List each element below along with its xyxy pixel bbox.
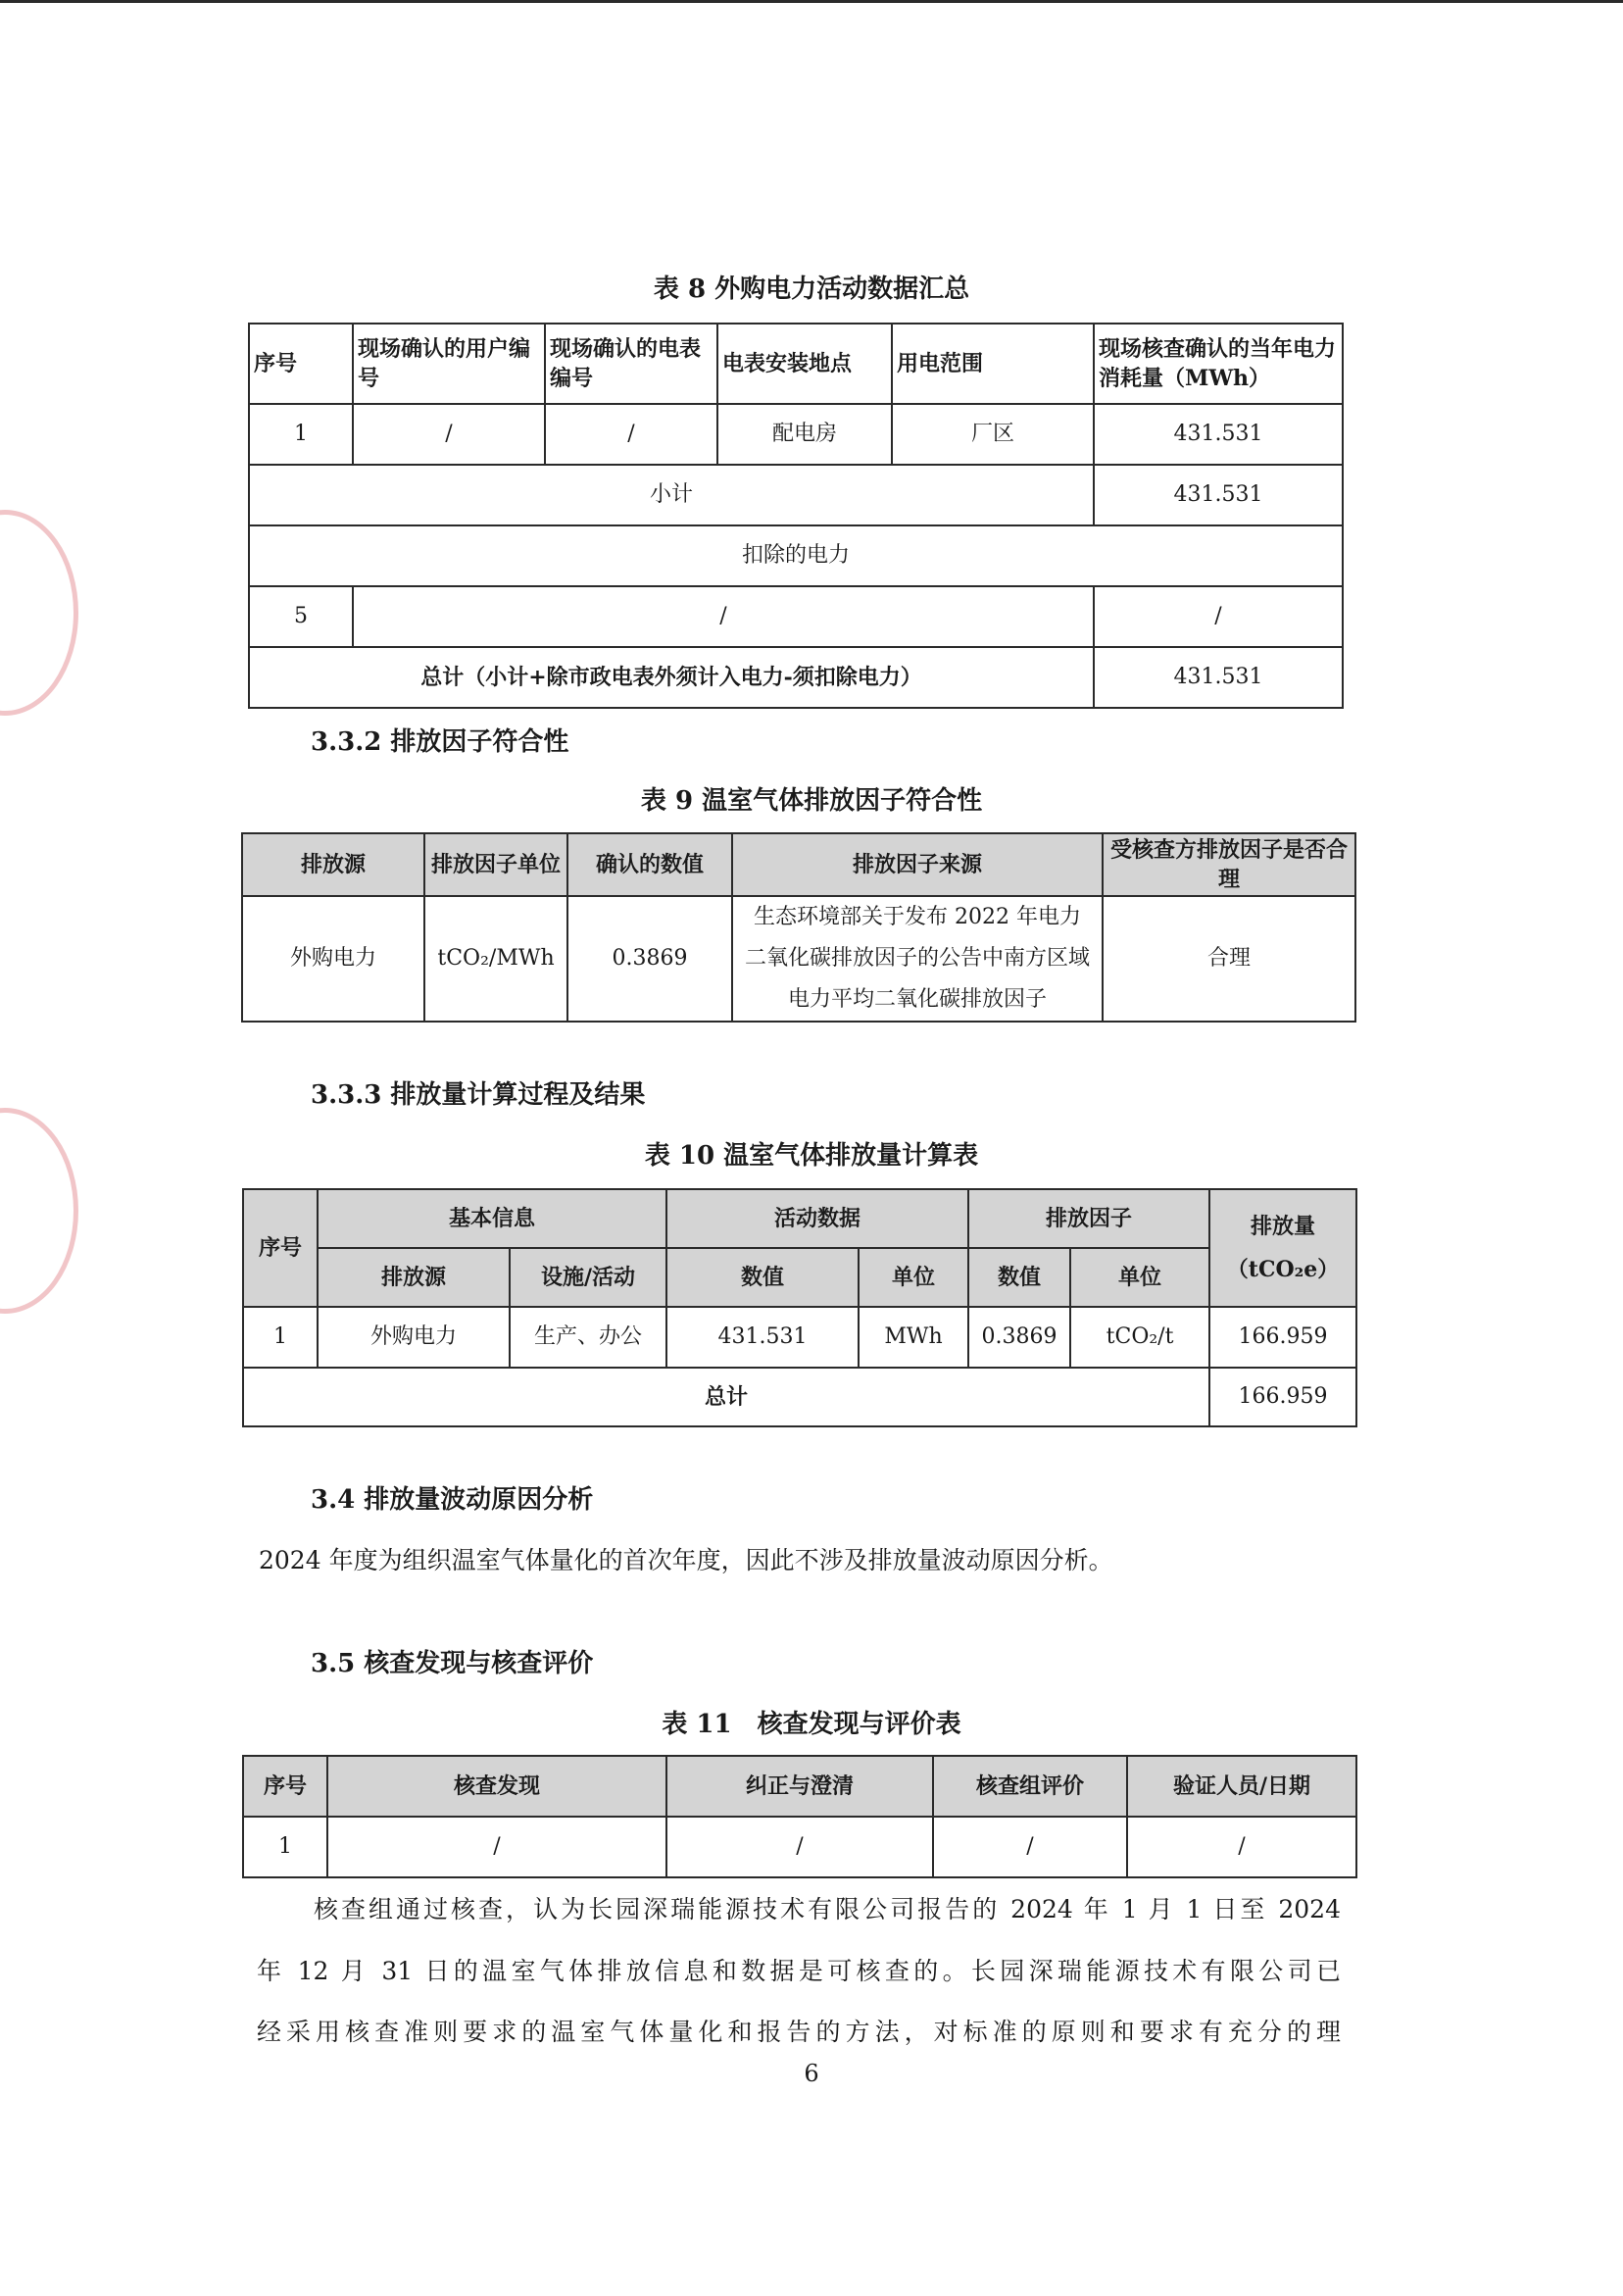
table10-header-basic: 基本信息: [318, 1189, 666, 1248]
table10-subheader: 数值: [666, 1248, 859, 1307]
table8-deduct-label: 扣除的电力: [249, 525, 1343, 586]
section-3-5-heading: 3.5 核查发现与核查评价: [311, 1649, 594, 1678]
table10-group-header-row: [243, 1189, 1356, 1248]
table8-total-value: 431.531: [1094, 647, 1343, 708]
table9-header-unit: 排放因子单位: [424, 833, 567, 896]
table8-header-row: [249, 324, 1343, 404]
table9-header-reasonable: 受核查方排放因子是否合理: [1103, 833, 1355, 896]
table11-caption: 表 11 核查发现与评价表: [662, 1710, 961, 1739]
table11-header: 序号: [243, 1756, 327, 1817]
table9-cell-reasonable: 合理: [1103, 896, 1355, 1022]
table8-cell: 5: [249, 586, 353, 647]
table8-cell: /: [353, 586, 1094, 647]
table8-subtotal-value: 431.531: [1094, 465, 1343, 525]
table11-cell: 1: [243, 1817, 327, 1877]
table10-cell: 431.531: [666, 1307, 859, 1368]
table-row: [243, 1817, 1356, 1877]
table10-total-row: [243, 1368, 1356, 1426]
conclusion-line-1: 核查组通过核查，认为长园深瑞能源技术有限公司报告的 2024 年 1 月 1 日至 2024: [314, 1895, 1341, 1923]
table10-total-label: 总计: [243, 1368, 1209, 1426]
table9-header-row: [242, 833, 1355, 896]
red-seal-stamp-upper: [0, 510, 78, 716]
table10-total-value: 166.959: [1209, 1368, 1356, 1426]
table-row: [249, 586, 1343, 647]
table8-header-meter-id: 现场确认的电表编号: [545, 324, 717, 404]
table11-header: 核查发现: [327, 1756, 666, 1817]
table11-findings-evaluation: [242, 1755, 1357, 1878]
table9-header-value: 确认的数值: [567, 833, 732, 896]
table8-cell: 1: [249, 404, 353, 465]
section-3-3-3-heading: 3.3.3 排放量计算过程及结果: [311, 1080, 646, 1110]
table10-cell: 0.3869: [968, 1307, 1070, 1368]
page-number: 6: [804, 2060, 819, 2087]
section-3-4-heading: 3.4 排放量波动原因分析: [311, 1485, 594, 1515]
table8-cell: 431.531: [1094, 404, 1343, 465]
table11-header: 纠正与澄清: [666, 1756, 933, 1817]
table8-header-seq: 序号: [249, 324, 353, 404]
table11-header: 核查组评价: [933, 1756, 1127, 1817]
table11-header: 验证人员/日期: [1127, 1756, 1356, 1817]
table9-header-origin: 排放因子来源: [732, 833, 1103, 896]
table9-cell-origin: 生态环境部关于发布 2022 年电力二氧化碳排放因子的公告中南方区域电力平均二氧化碳排放因子: [732, 896, 1103, 1022]
table9-caption: 表 9 温室气体排放因子符合性: [640, 786, 983, 816]
table8-cell: 配电房: [717, 404, 892, 465]
table8-total-row: [249, 647, 1343, 708]
table9-emission-factor: [241, 832, 1356, 1023]
table10-subheader: 排放源: [318, 1248, 510, 1307]
table8-deduct-row: [249, 525, 1343, 586]
table10-cell: 生产、办公: [510, 1307, 666, 1368]
conclusion-line-2: 年 12 月 31 日的温室气体排放信息和数据是可核查的。长园深瑞能源技术有限公司已: [257, 1957, 1341, 1985]
table8-cell: /: [545, 404, 717, 465]
section-3-3-2-heading: 3.3.2 排放因子符合性: [311, 727, 569, 757]
table-row: [249, 404, 1343, 465]
table10-emission-calculation: [242, 1188, 1357, 1427]
table8-subtotal-label: 小计: [249, 465, 1094, 525]
table8-subtotal-row: [249, 465, 1343, 525]
table8-header-usage-scope: 用电范围: [892, 324, 1094, 404]
table11-cell: /: [327, 1817, 666, 1877]
table8-cell: 厂区: [892, 404, 1094, 465]
table8-caption: 表 8 外购电力活动数据汇总: [653, 275, 970, 304]
table10-sub-header-row: [243, 1248, 1356, 1307]
table9-cell-source: 外购电力: [242, 896, 424, 1022]
table10-header-activity: 活动数据: [666, 1189, 968, 1248]
table8-header-consumption: 现场核查确认的当年电力消耗量（MWh）: [1094, 324, 1343, 404]
table8-cell: /: [1094, 586, 1343, 647]
table10-cell: 外购电力: [318, 1307, 510, 1368]
table10-subheader: 单位: [1070, 1248, 1209, 1307]
table10-subheader: 数值: [968, 1248, 1070, 1307]
section-3-4-text: 2024 年度为组织温室气体量化的首次年度，因此不涉及排放量波动原因分析。: [259, 1546, 1113, 1574]
table-row: [242, 896, 1355, 1022]
table11-cell: /: [1127, 1817, 1356, 1877]
table8-cell: /: [353, 404, 545, 465]
table8-total-label: 总计（小计+除市政电表外须计入电力-须扣除电力）: [249, 647, 1094, 708]
table10-subheader: 设施/活动: [510, 1248, 666, 1307]
table8-header-user-id: 现场确认的用户编号: [353, 324, 545, 404]
table10-cell: 166.959: [1209, 1307, 1356, 1368]
table9-cell-value: 0.3869: [567, 896, 732, 1022]
table-row: [243, 1307, 1356, 1368]
table9-cell-unit: tCO₂/MWh: [424, 896, 567, 1022]
scan-top-border: [0, 0, 1623, 3]
table11-header-row: [243, 1756, 1356, 1817]
table11-cell: /: [933, 1817, 1127, 1877]
table10-cell: tCO₂/t: [1070, 1307, 1209, 1368]
conclusion-line-3: 经采用核查准则要求的温室气体量化和报告的方法，对标准的原则和要求有充分的理: [257, 2018, 1341, 2046]
table9-header-source: 排放源: [242, 833, 424, 896]
table11-cell: /: [666, 1817, 933, 1877]
table10-header-emission: 排放量（tCO₂e）: [1209, 1189, 1356, 1307]
table8-purchased-electricity: [248, 323, 1344, 709]
table8-header-meter-location: 电表安装地点: [717, 324, 892, 404]
table10-caption: 表 10 温室气体排放量计算表: [644, 1141, 979, 1171]
table10-header-factor: 排放因子: [968, 1189, 1209, 1248]
table10-subheader: 单位: [859, 1248, 968, 1307]
table10-cell: MWh: [859, 1307, 968, 1368]
table10-cell: 1: [243, 1307, 318, 1368]
table10-header-seq: 序号: [243, 1189, 318, 1307]
